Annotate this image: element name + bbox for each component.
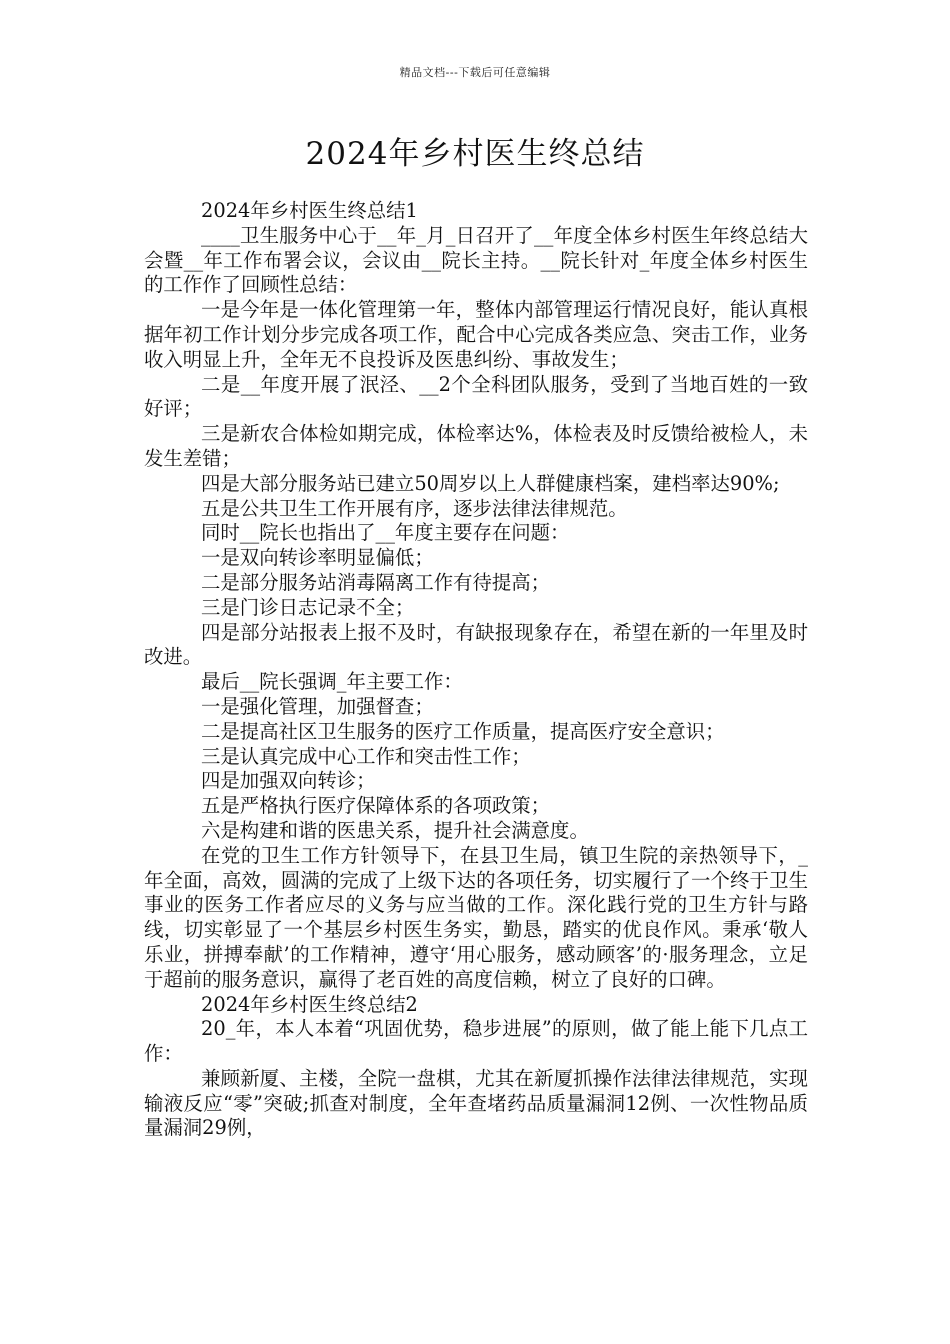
document-title: 2024年乡村医生终总结: [305, 136, 645, 172]
paragraph: 六是构建和谐的医患关系，提升社会满意度。: [201, 818, 589, 842]
paragraph: 20_年，本人本着“巩固优势，稳步进展”的原则，做了能上能下几点工作：: [144, 1017, 808, 1066]
paragraph: 兼顾新厦、主楼，全院一盘棋，尤其在新厦抓操作法律法律规范，实现输液反应“零”突破;抓查对制度，全年查堵药品质量漏洞12例、一次性物品质量漏洞29例，: [144, 1066, 808, 1140]
paragraph: 三是新农合体检如期完成，体检率达%，体检表及时反馈给被检人，未发生差错；: [144, 422, 808, 470]
paragraph: 最后__院长强调_年主要工作：: [201, 670, 463, 694]
paragraph: 一是双向转诊率明显偏低；: [201, 546, 434, 570]
document-body: [144, 199, 808, 1141]
paragraph: ____卫生服务中心于__年_月_日召开了__年度全体乡村医生年终总结大会暨__年工作布署会议，会议由__院长主持。__院长针对_年度全体乡村医生的工作作了回顾性总结：: [144, 223, 808, 297]
paragraph: 五是公共卫生工作开展有序，逐步法律法律规范。: [201, 496, 628, 520]
paragraph: 三是认真完成中心工作和突击性工作；: [201, 744, 531, 768]
paragraph: 三是门诊日志记录不全；: [201, 595, 415, 619]
paragraph: 四是加强双向转诊；: [201, 769, 376, 793]
paragraph: 在党的卫生工作方针领导下，在县卫生局，镇卫生院的亲热领导下，_年全面，高效，圆满的完成了上级下达的各项任务，切实履行了一个终于卫生事业的医务工作者应尽的义务与应当做的工作。深化践行党的卫生方针与路线，切实彰显了一个基层乡村医生务实，勤恳，踏实的优良作风。秉承‘敬人乐业，拼搏奉献’的工作精神，遵守‘用心服务，感动顾客’的·服务理念，立足于超前的服务意识，赢得了老百姓的高度信赖，树立了良好的口碑。: [144, 843, 808, 991]
section-heading-2: 2024年乡村医生终总结2: [201, 992, 418, 1016]
paragraph: 四是大部分服务站已建立50周岁以上人群健康档案，建档率达90%;: [201, 471, 780, 495]
paragraph: 二是提高社区卫生服务的医疗工作质量，提高医疗安全意识；: [201, 719, 725, 743]
paragraph: 四是部分站报表上报不及时，有缺报现象存在，希望在新的一年里及时改进。: [144, 620, 808, 669]
paragraph: 二是部分服务站消毒隔离工作有待提高；: [201, 570, 551, 594]
paragraph: 五是严格执行医疗保障体系的各项政策；: [201, 794, 551, 818]
paragraph: 二是__年度开展了泯泾、__2个全科团队服务，受到了当地百姓的一致好评；: [144, 372, 808, 421]
paragraph: 一是今年是一体化管理第一年，整体内部管理运行情况良好，能认真根据年初工作计划分步完成各项工作，配合中心完成各类应急、突击工作，业务收入明显上升，全年无不良投诉及医患纠纷、事故发生；: [144, 298, 808, 371]
section-heading-1: 2024年乡村医生终总结1: [201, 199, 418, 222]
header-note: 精品文档---下载后可任意编辑: [399, 66, 551, 79]
paragraph: 一是强化管理，加强督查；: [201, 694, 434, 718]
paragraph: 同时__院长也指出了__年度主要存在问题：: [201, 521, 570, 545]
